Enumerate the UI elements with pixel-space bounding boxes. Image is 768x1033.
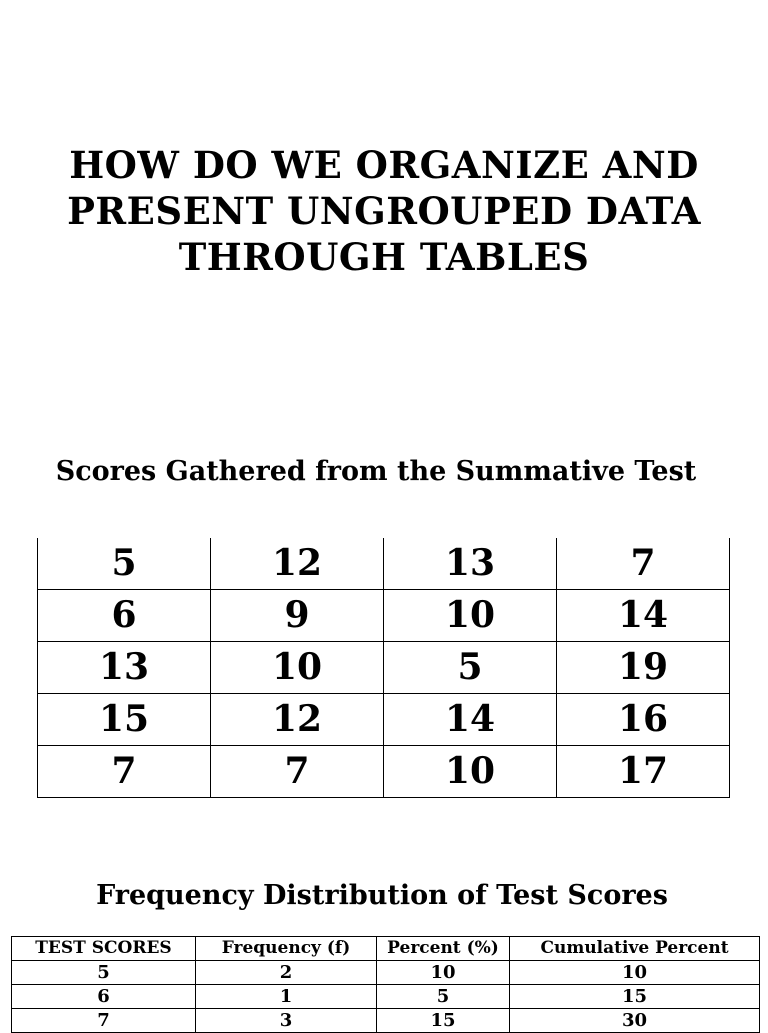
table-row xyxy=(12,1009,760,1033)
table-row xyxy=(38,590,730,642)
table-cell: 5 xyxy=(384,642,557,694)
table-cell: 15 xyxy=(377,1009,510,1033)
page-title xyxy=(0,142,768,280)
table-cell: 30 xyxy=(510,1009,760,1033)
table-cell: 7 xyxy=(211,746,384,798)
table-cell: 10 xyxy=(384,590,557,642)
table-row xyxy=(12,985,760,1009)
page-title-line: THROUGH TABLES xyxy=(178,235,590,279)
table-cell: 10 xyxy=(510,961,760,985)
scores-table-title: Scores Gathered from the Summative Test xyxy=(55,456,697,487)
frequency-table-title: Frequency Distribution of Test Scores xyxy=(96,880,668,911)
column-header-percent: Percent (%) xyxy=(377,937,510,961)
scores-table xyxy=(37,538,730,798)
table-cell: 3 xyxy=(196,1009,377,1033)
frequency-table xyxy=(11,936,760,1033)
table-cell: 19 xyxy=(557,642,730,694)
page-title-line: PRESENT UNGROUPED DATA xyxy=(67,189,701,233)
table-cell: 7 xyxy=(38,746,211,798)
table-cell: 16 xyxy=(557,694,730,746)
table-row xyxy=(38,538,730,590)
table-row xyxy=(38,642,730,694)
table-cell: 13 xyxy=(38,642,211,694)
table-cell: 14 xyxy=(384,694,557,746)
table-cell: 5 xyxy=(38,538,211,590)
page-title-line: HOW DO WE ORGANIZE AND xyxy=(69,143,699,187)
table-cell: 15 xyxy=(38,694,211,746)
table-cell: 14 xyxy=(557,590,730,642)
table-cell: 12 xyxy=(211,538,384,590)
table-cell: 10 xyxy=(211,642,384,694)
table-cell: 5 xyxy=(377,985,510,1009)
table-cell: 13 xyxy=(384,538,557,590)
table-cell: 12 xyxy=(211,694,384,746)
table-cell: 9 xyxy=(211,590,384,642)
table-cell: 2 xyxy=(196,961,377,985)
table-cell: 15 xyxy=(510,985,760,1009)
table-cell: 10 xyxy=(377,961,510,985)
table-cell: 6 xyxy=(38,590,211,642)
table-cell: 10 xyxy=(384,746,557,798)
table-cell: 1 xyxy=(196,985,377,1009)
table-header-row xyxy=(12,937,760,961)
column-header-cumulative-percent: Cumulative Percent xyxy=(510,937,760,961)
table-row xyxy=(12,961,760,985)
column-header-frequency: Frequency (f) xyxy=(196,937,377,961)
table-cell: 7 xyxy=(557,538,730,590)
column-header-test-scores: TEST SCORES xyxy=(12,937,196,961)
table-cell: 7 xyxy=(12,1009,196,1033)
table-row xyxy=(38,746,730,798)
table-cell: 17 xyxy=(557,746,730,798)
table-cell: 5 xyxy=(12,961,196,985)
table-cell: 6 xyxy=(12,985,196,1009)
table-row xyxy=(38,694,730,746)
